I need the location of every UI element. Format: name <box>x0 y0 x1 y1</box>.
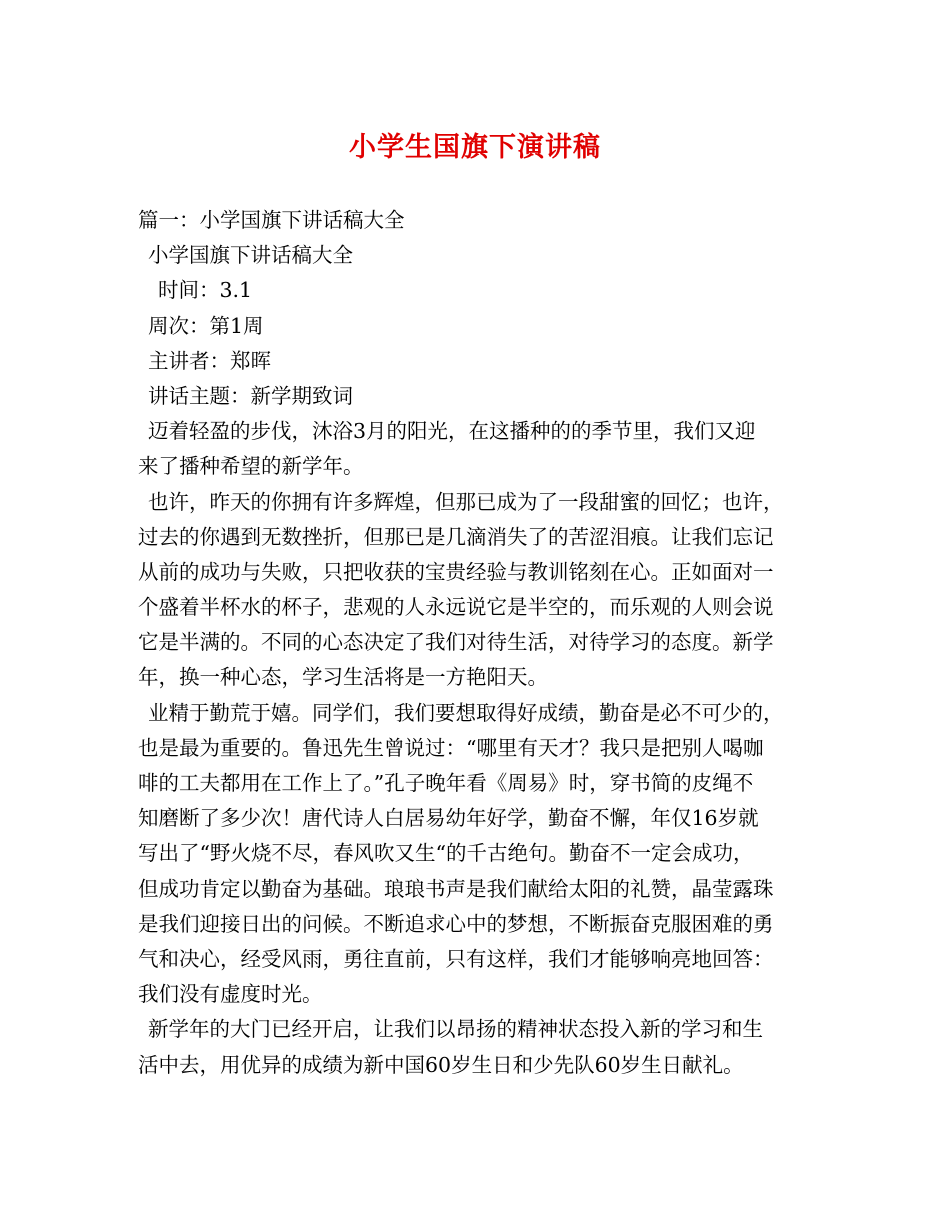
paragraph-line: 是我们迎接日出的问候。不断追求心中的梦想，不断振奋克服困难的勇 <box>138 911 774 936</box>
meta-speaker: 主讲者：郑晖 <box>148 348 271 373</box>
meta-time: 时间：3.1 <box>158 278 253 303</box>
paragraph-line: 气和决心，经受风雨，勇往直前，只有这样，我们才能够响亮地回答： <box>138 946 774 971</box>
meta-topic: 讲话主题：新学期致词 <box>148 383 353 408</box>
paragraph-line: 活中去，用优异的成绩为新中国60岁生日和少先队60岁生日献礼。 <box>138 1052 744 1077</box>
speech-title: 小学国旗下讲话稿大全 <box>148 243 353 268</box>
paragraph-line: 过去的你遇到无数挫折，但那已是几滴消失了的苦涩泪痕。让我们忘记 <box>138 524 774 549</box>
paragraph-line: 它是半满的。不同的心态决定了我们对待生活，对待学习的态度。新学 <box>138 630 774 655</box>
paragraph-line: 迈着轻盈的步伐，沐浴3月的阳光，在这播种的的季节里，我们又迎 <box>148 419 756 444</box>
paragraph-line: 从前的成功与失败，只把收获的宝贵经验与教训铭刻在心。正如面对一 <box>138 559 774 584</box>
paragraph-line: 也许，昨天的你拥有许多辉煌，但那已成为了一段甜蜜的回忆；也许， <box>148 489 784 514</box>
paragraph-line: 个盛着半杯水的杯子，悲观的人永远说它是半空的，而乐观的人则会说 <box>138 595 774 620</box>
meta-week: 周次：第1周 <box>148 313 264 338</box>
paragraph-line: 但成功肯定以勤奋为基础。琅琅书声是我们献给太阳的礼赞，晶莹露珠 <box>138 876 774 901</box>
paragraph-line: 写出了“野火烧不尽，春风吹又生“的千古绝句。勤奋不一定会成功， <box>138 841 754 866</box>
paragraph-line: 我们没有虚度时光。 <box>138 982 323 1007</box>
paragraph-line: 年，换一种心态，学习生活将是一方艳阳天。 <box>138 665 548 690</box>
document-body <box>138 203 818 1083</box>
paragraph-line: 新学年的大门已经开启，让我们以昂扬的精神状态投入新的学习和生 <box>148 1017 763 1042</box>
paragraph-line: 知磨断了多少次！唐代诗人白居易幼年好学，勤奋不懈，年仅16岁就 <box>138 806 759 831</box>
paragraph-line: 业精于勤荒于嬉。同学们，我们要想取得好成绩，勤奋是必不可少的， <box>148 700 784 725</box>
document-title: 小学生国旗下演讲稿 <box>349 132 601 163</box>
paragraph-line: 也是最为重要的。鲁迅先生曾说过：“哪里有天才？我只是把别人喝咖 <box>138 735 764 760</box>
paragraph-line: 啡的工夫都用在工作上了。”孔子晚年看《周易》时，穿书简的皮绳不 <box>138 771 754 795</box>
paragraph-line: 来了播种希望的新学年。 <box>138 454 364 479</box>
section-heading: 篇一：小学国旗下讲话稿大全 <box>138 208 405 232</box>
